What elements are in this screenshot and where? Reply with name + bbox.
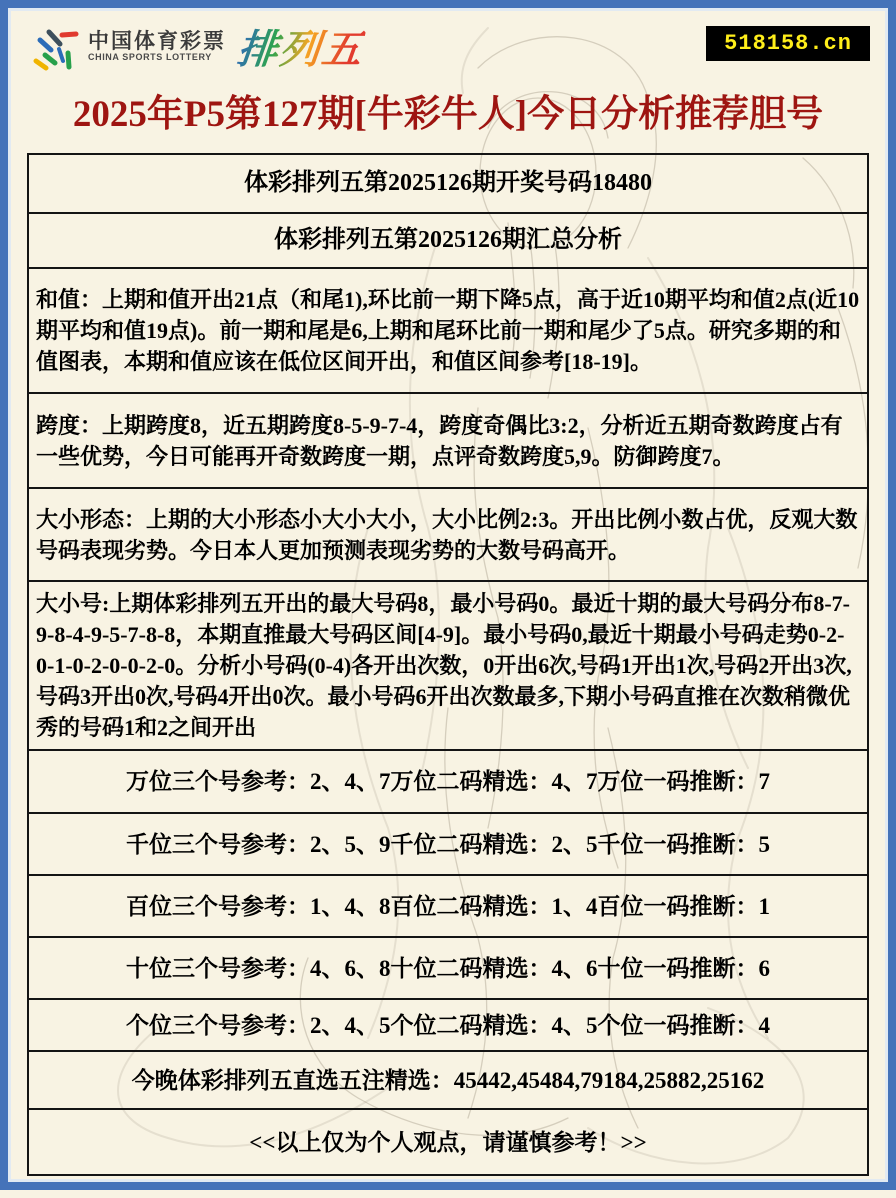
analysis-table bbox=[27, 153, 869, 1176]
brand-block bbox=[32, 18, 364, 75]
site-badge: 518158.cn bbox=[706, 26, 870, 61]
header bbox=[8, 8, 888, 75]
brand-name-chinese: 中国体育彩票 bbox=[88, 29, 226, 53]
brand-name-english: CHINA SPORTS LOTTERY bbox=[88, 51, 212, 62]
row-summary-heading: 体彩排列五第2025126期汇总分析 bbox=[29, 214, 867, 269]
game-name-pailiewu: 排列五 bbox=[235, 18, 367, 75]
row-direct-picks: 今晚体彩排列五直选五注精选：45442,45484,79184,25882,25162 bbox=[29, 1052, 867, 1110]
row-minmax-analysis: 大小号:上期体彩排列五开出的最大号码8，最小号码0。最近十期的最大号码分布8-7-9-8-4-9-5-7-8-8，本期直推最大号码区间[4-9]。最小号码0,最近十期最小号码走势0-2-0-1-0-2-0-0-2-0。分析小号码(0-4)各开出次数，0开出6次,号码1开出1次,号码2开出3次,号码3开出0次,号码4开出0次。最小号码6开出次数最多,下期小号码直推在次数稍微优秀的号码1和2之间开出 bbox=[29, 582, 867, 751]
row-span-analysis: 跨度：上期跨度8，近五期跨度8-5-9-7-4，跨度奇偶比3:2，分析近五期奇数跨度占有一些优势，今日可能再开奇数跨度一期，点评奇数跨度5,9。防御跨度7。 bbox=[29, 394, 867, 489]
row-shi-digit-picks: 十位三个号参考：4、6、8十位二码精选：4、6十位一码推断：6 bbox=[29, 938, 867, 1000]
row-ge-digit-picks: 个位三个号参考：2、4、5个位二码精选：4、5个位一码推断：4 bbox=[29, 1000, 867, 1052]
row-qian-digit-picks: 千位三个号参考：2、5、9千位二码精选：2、5千位一码推断：5 bbox=[29, 814, 867, 876]
row-disclaimer: <<以上仅为个人观点，请谨慎参考！>> bbox=[249, 1129, 647, 1155]
row-draw-result: 体彩排列五第2025126期开奖号码18480 bbox=[29, 155, 867, 214]
row-size-pattern: 大小形态：上期的大小形态小大小大小，大小比例2:3。开出比例小数占优，反观大数号码表现劣势。今日本人更加预测表现劣势的大数号码高开。 bbox=[29, 489, 867, 582]
row-bai-digit-picks: 百位三个号参考：1、4、8百位二码精选：1、4百位一码推断：1 bbox=[29, 876, 867, 938]
china-sports-lottery-logo-icon bbox=[32, 23, 80, 71]
row-sum-analysis: 和值：上期和值开出21点（和尾1),环比前一期下降5点，高于近10期平均和值2点(近10期平均和值19点)。前一期和尾是6,上期和尾环比前一期和尾少了5点。研究多期的和值图表，本期和值应该在低位区间开出，和值区间参考[18-19]。 bbox=[29, 269, 867, 394]
row-wan-digit-picks: 万位三个号参考：2、4、7万位二码精选：4、7万位一码推断：7 bbox=[29, 751, 867, 814]
page-title: 2025年P5第127期[牛彩牛人]今日分析推荐胆号 bbox=[72, 94, 824, 135]
